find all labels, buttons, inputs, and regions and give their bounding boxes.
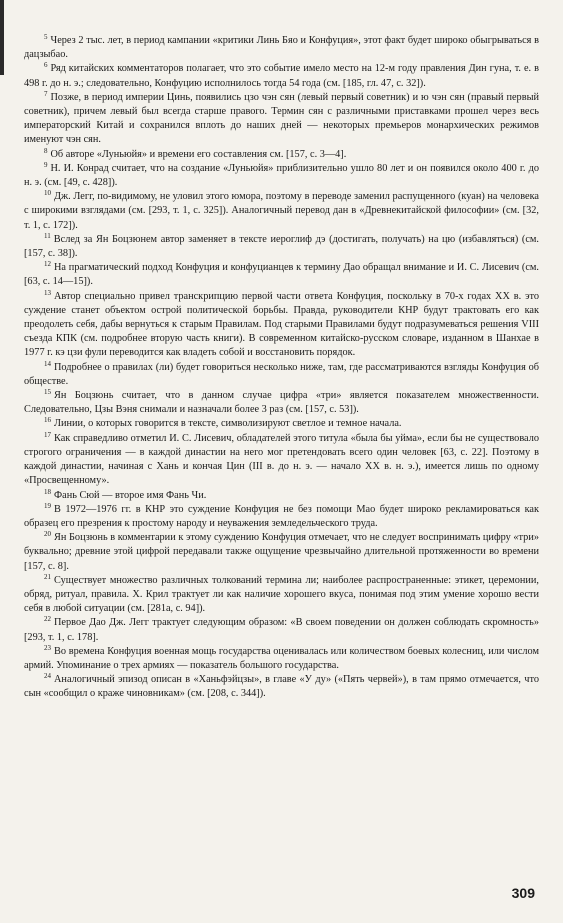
footnote-text: Ян Боцзюнь в комментарии к этому суждению Конфуция отмечает, что не следует воспринимать цифру «три» буквально; древние этой цифрой передавали также ощущение чрезвычайно длительной протяженности во времени [157, с. 8]. (24, 532, 539, 572)
footnote-text: В 1972—1976 гг. в КНР это суждение Конфуция не без помощи Мао будет широко рекламироваться как образец его презрения к простому народу и неуважения земледельческого труда. (24, 503, 539, 529)
footnote-text: Ряд китайских комментаторов полагает, что это событие имело место на 12-м году правления Дин гуна, т. е. в 498 г. до н. э.; следовательно, Конфуцию исполнилось тогда 54 года (см. [185, гл. 47, с. 32]). (24, 63, 539, 89)
footnote-number: 8 (44, 146, 48, 155)
footnote-number: 17 (44, 430, 51, 439)
footnote-number: 19 (44, 501, 51, 510)
footnote-text: Через 2 тыс. лет, в период кампании «критики Линь Бяо и Конфуция», этот факт будет широко обыгрываться в дацзыбао. (24, 35, 539, 61)
footnote-number: 13 (44, 288, 51, 297)
footnote (24, 148, 539, 162)
footnote-number: 12 (44, 260, 51, 269)
footnote (24, 34, 539, 62)
footnote-number: 14 (44, 359, 51, 368)
footnotes-list (24, 34, 539, 702)
footnote-number: 7 (44, 89, 48, 98)
footnote (24, 574, 539, 617)
footnote-text: Линии, о которых говорится в тексте, символизируют светлое и темное начала. (54, 418, 402, 430)
footnote (24, 489, 539, 503)
footnote-number: 21 (44, 572, 51, 581)
footnote (24, 432, 539, 489)
footnote (24, 417, 539, 431)
footnote-text: Во времена Конфуция военная мощь государства оценивалась или количеством боевых колесниц, или числом армий. Упоминание о трех армиях — показатель большого государства. (24, 645, 539, 671)
footnote-number: 11 (44, 231, 51, 240)
footnote-text: Дж. Легг, по-видимому, не уловил этого юмора, поэтому в переводе заменил распущенного (куан) на человека с широкими взглядами (см. [293, т. 1, с. 325]). Аналогичный перевод дан в «Древнекитайской философии» (см. [32, т. 1, с. 172]). (24, 191, 539, 231)
footnote (24, 62, 539, 90)
footnote-number: 5 (44, 33, 48, 41)
footnote (24, 261, 539, 289)
footnote-text: Ян Боцзюнь считает, что в данном случае цифра «три» является показателем множественности. Следовательно, Цзы Вэня снимали и назначали более 3 раз (см. [157, с. 53]). (24, 390, 539, 416)
footnote-number: 18 (44, 487, 51, 496)
footnote-number: 15 (44, 388, 51, 397)
footnote (24, 91, 539, 148)
footnote (24, 616, 539, 644)
footnote (24, 162, 539, 190)
footnote (24, 645, 539, 673)
footnote-text: Существует множество различных толкований термина ли; наиболее распространенные: этикет, церемонии, обряд, ритуал, правила. Х. Крил трактует ли как наличие хорошего вкуса, понимая под этим умение хорошо вести себя в любой ситуации (см. [281а, с. 94]). (24, 574, 539, 615)
footnote-text: На прагматический подход Конфуция и конфуцианцев к термину Дао обращал внимание и И. С. Лисевич (см. [63, с. 14—15]). (24, 262, 539, 288)
footnote-number: 9 (44, 160, 48, 169)
footnote (24, 503, 539, 531)
footnote-number: 24 (44, 672, 51, 681)
footnote (24, 361, 539, 389)
footnote-text: Первое Дао Дж. Легг трактует следующим образом: «В своем поведении он должен соблюдать скромность» [293, т. 1, с. 178]. (24, 617, 539, 643)
footnote (24, 389, 539, 417)
footnote-number: 10 (44, 189, 51, 198)
footnote-number: 20 (44, 530, 51, 539)
footnote-text: Как справедливо отметил И. С. Лисевич, обладателей этого титула «была бы уйма», если бы не существовало строгого ограничения — в каждой династии на него мог претендовать всего один человек [63, с. 22]. Поэтому в каждой династии, начиная с Хань и кончая Цин (III в. до н. э. — начало XX в. н. э.), имеется лишь по одному «Просвещенному». (24, 432, 539, 487)
footnote-number: 6 (44, 61, 48, 70)
footnote-number: 23 (44, 643, 51, 652)
footnote-text: Об авторе «Луньюйя» и времени его составления см. [157, с. 3—4]. (50, 148, 347, 160)
binding-shadow (0, 0, 4, 75)
footnote (24, 531, 539, 574)
footnote (24, 673, 539, 701)
footnote-text: Автор специально привел транскрипцию первой части ответа Конфуция, поскольку в 70-х годах XX в. это суждение станет объектом острой политической борьбы. Правда, руководители КНР будут трактовать его как преодолеть себя, дабы вернуться к старым Правилам. Под старыми Правилами будут подразумеваться решения VIII съезда КПК (см. подробнее вторую часть книги). В современном китайско-русском словаре, изданном в Шанхае в 1977 г. кэ цзи фули переводится как владеть собой и восстановить порядок. (24, 290, 539, 359)
footnote-number: 22 (44, 615, 51, 624)
footnote-text: Аналогичный эпизод описан в «Ханьфэйцзы», в главе «У ду» («Пять червей»), в там прямо отмечается, что сын «сообщил о краже чиновникам» (см. [208, с. 344]). (24, 674, 539, 700)
footnote-text: Подробнее о правилах (ли) будет говориться несколько ниже, там, где рассматриваются взгляды Конфуция об обществе. (24, 361, 539, 387)
page-number: 309 (511, 885, 535, 901)
footnote (24, 190, 539, 233)
footnote-text: Позже, в период империи Цинь, появились цзо чэн сян (левый первый советник) и ю чэн сян (правый первый советник), причем левый был всегда старше правого. Термин сян с различными приставками прошел через весь императорский Китай и сохранился вплоть до наших дней — некоторых премьеров монархических режимов именуют чэн сян. (24, 91, 539, 146)
footnote-number: 16 (44, 416, 51, 425)
footnote-text: Н. И. Конрад считает, что на создание «Луньюйя» приблизительно ушло 80 лет и он появился около 400 г. до н. э. (см. [49, с. 428]). (24, 162, 539, 189)
footnote (24, 233, 539, 261)
footnote (24, 290, 539, 361)
footnote-text: Фань Сюй — второе имя Фань Чи. (54, 489, 207, 501)
footnote-text: Вслед за Ян Боцзюнем автор заменяет в тексте иероглиф дэ (достигать, получать) на цю (избавляться) (см. [157, с. 38]). (24, 233, 539, 260)
